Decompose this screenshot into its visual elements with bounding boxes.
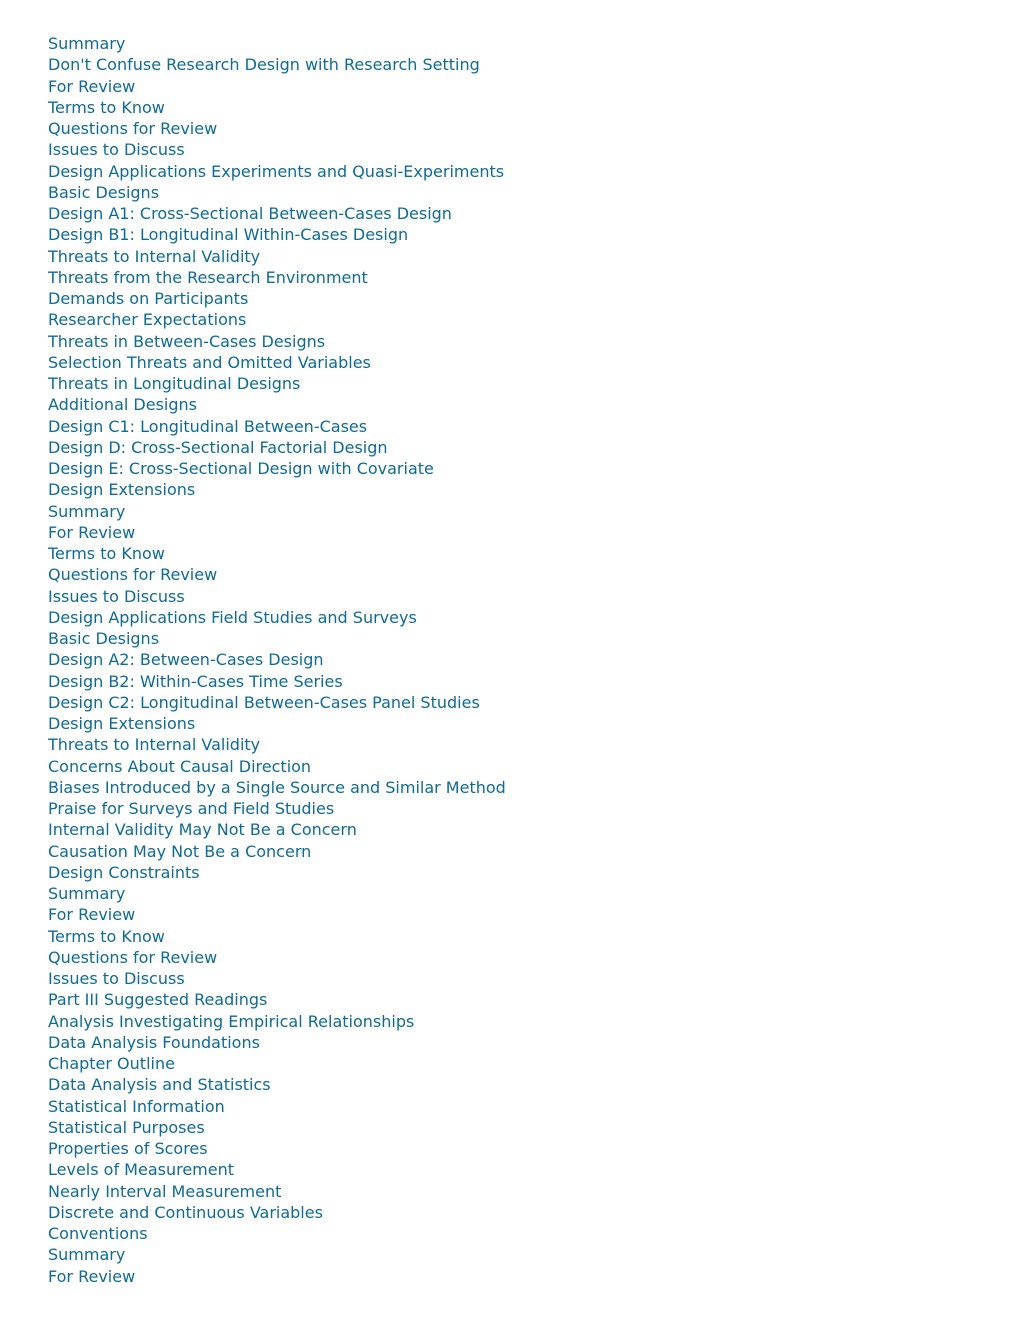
- toc-list-item: [48, 756, 506, 777]
- toc-link[interactable]: Threats in Between-Cases Designs: [48, 331, 326, 351]
- toc-list-item: [48, 224, 506, 245]
- toc-list-item: [48, 989, 506, 1010]
- toc-link[interactable]: Design D: Cross-Sectional Factorial Design: [48, 437, 388, 457]
- toc-link[interactable]: Design A2: Between-Cases Design: [48, 650, 324, 670]
- toc-list-item: [48, 734, 506, 755]
- toc-link[interactable]: Questions for Review: [48, 947, 218, 967]
- toc-list-item: [48, 161, 506, 182]
- toc-link[interactable]: Design B1: Longitudinal Within-Cases Design: [48, 225, 409, 245]
- toc-link[interactable]: Basic Designs: [48, 629, 160, 648]
- toc-link[interactable]: Properties of Scores: [48, 1139, 208, 1158]
- toc-link[interactable]: Terms to Know: [48, 97, 165, 117]
- toc-list-item: [48, 968, 506, 989]
- toc-link[interactable]: Selection Threats and Omitted Variables: [48, 352, 371, 372]
- toc-link[interactable]: Design Applications Experiments and Quasi-Experiments: [48, 161, 505, 181]
- toc-link[interactable]: Researcher Expectations: [48, 310, 247, 330]
- toc-list-item: [48, 1202, 506, 1223]
- toc-list-item: [48, 267, 506, 288]
- toc-link[interactable]: Threats in Longitudinal Designs: [48, 374, 301, 393]
- toc-link[interactable]: Nearly Interval Measurement: [48, 1181, 282, 1201]
- toc-link[interactable]: Questions for Review: [48, 565, 218, 585]
- toc-link[interactable]: Demands on Participants: [48, 289, 249, 308]
- toc-list-item: [48, 182, 506, 203]
- table-of-contents: [48, 33, 506, 1287]
- toc-link[interactable]: Issues to Discuss: [48, 586, 185, 606]
- toc-list-item: [48, 1117, 506, 1138]
- toc-link[interactable]: Design Extensions: [48, 714, 196, 733]
- toc-link[interactable]: Levels of Measurement: [48, 1160, 235, 1180]
- toc-link[interactable]: Conventions: [48, 1224, 148, 1243]
- toc-list-item: [48, 331, 506, 352]
- toc-list-item: [48, 1159, 506, 1180]
- toc-list-item: [48, 1266, 506, 1287]
- toc-list-item: [48, 777, 506, 798]
- toc-link[interactable]: Data Analysis Foundations: [48, 1032, 260, 1052]
- toc-list-item: [48, 76, 506, 97]
- toc-link[interactable]: For Review: [48, 76, 136, 96]
- toc-link[interactable]: Design B2: Within-Cases Time Series: [48, 671, 343, 691]
- toc-list-item: [48, 416, 506, 437]
- toc-list-item: [48, 97, 506, 118]
- toc-link[interactable]: Design Constraints: [48, 862, 200, 882]
- toc-list-item: [48, 883, 506, 904]
- toc-list-item: [48, 904, 506, 925]
- toc-link[interactable]: Design C2: Longitudinal Between-Cases Panel Studies: [48, 692, 480, 712]
- toc-list-item: [48, 118, 506, 139]
- toc-link[interactable]: For Review: [48, 1266, 136, 1286]
- toc-list-item: [48, 947, 506, 968]
- toc-link[interactable]: Questions for Review: [48, 119, 218, 138]
- toc-link[interactable]: Summary: [48, 34, 126, 53]
- toc-list-item: [48, 841, 506, 862]
- toc-list-item: [48, 649, 506, 670]
- toc-list-item: [48, 1053, 506, 1074]
- toc-list-item: [48, 522, 506, 543]
- toc-list-item: [48, 33, 506, 54]
- toc-link[interactable]: Design Extensions: [48, 480, 196, 500]
- toc-list-item: [48, 926, 506, 947]
- toc-link[interactable]: Summary: [48, 1245, 126, 1265]
- toc-list-item: [48, 203, 506, 224]
- toc-list-item: [48, 501, 506, 522]
- toc-link[interactable]: Concerns About Causal Direction: [48, 756, 312, 776]
- toc-link[interactable]: Additional Designs: [48, 395, 197, 415]
- toc-link[interactable]: Chapter Outline: [48, 1054, 175, 1073]
- toc-link[interactable]: Data Analysis and Statistics: [48, 1075, 271, 1095]
- toc-list-item: [48, 1074, 506, 1095]
- toc-link[interactable]: Statistical Information: [48, 1096, 225, 1116]
- toc-list-item: [48, 479, 506, 500]
- toc-link[interactable]: Analysis Investigating Empirical Relationships: [48, 1011, 415, 1031]
- toc-list-item: [48, 288, 506, 309]
- toc-list-item: [48, 713, 506, 734]
- toc-link[interactable]: Issues to Discuss: [48, 140, 185, 160]
- toc-link[interactable]: Summary: [48, 501, 126, 521]
- toc-list-item: [48, 139, 506, 160]
- toc-link[interactable]: For Review: [48, 522, 136, 542]
- toc-link[interactable]: Praise for Surveys and Field Studies: [48, 799, 335, 818]
- toc-link[interactable]: Biases Introduced by a Single Source and Similar Method: [48, 777, 506, 797]
- toc-list-item: [48, 309, 506, 330]
- toc-link[interactable]: Design E: Cross-Sectional Design with Covariate: [48, 459, 434, 478]
- toc-list-item: [48, 1032, 506, 1053]
- toc-list-item: [48, 586, 506, 607]
- toc-link[interactable]: Terms to Know: [48, 544, 165, 563]
- toc-link[interactable]: Basic Designs: [48, 182, 160, 202]
- toc-list-item: [48, 628, 506, 649]
- toc-link[interactable]: Threats to Internal Validity: [48, 246, 261, 266]
- toc-link[interactable]: Summary: [48, 884, 126, 903]
- toc-link[interactable]: Discrete and Continuous Variables: [48, 1202, 323, 1222]
- toc-list-item: [48, 437, 506, 458]
- toc-list-item: [48, 671, 506, 692]
- toc-link[interactable]: Part III Suggested Readings: [48, 990, 268, 1010]
- toc-list-item: [48, 1181, 506, 1202]
- toc-list-item: [48, 1244, 506, 1265]
- toc-link[interactable]: Terms to Know: [48, 926, 165, 946]
- toc-list-item: [48, 352, 506, 373]
- toc-list-item: [48, 373, 506, 394]
- toc-list-item: [48, 692, 506, 713]
- toc-link[interactable]: Design Applications Field Studies and Surveys: [48, 607, 417, 627]
- toc-list-item: [48, 394, 506, 415]
- toc-list-item: [48, 1138, 506, 1159]
- toc-link[interactable]: Internal Validity May Not Be a Concern: [48, 820, 357, 840]
- toc-link[interactable]: Design A1: Cross-Sectional Between-Cases Design: [48, 204, 452, 223]
- toc-list-item: [48, 246, 506, 267]
- toc-link[interactable]: Statistical Purposes: [48, 1117, 205, 1137]
- toc-link[interactable]: Design C1: Longitudinal Between-Cases: [48, 416, 368, 436]
- toc-link[interactable]: For Review: [48, 905, 136, 925]
- toc-link[interactable]: Threats to Internal Validity: [48, 735, 261, 755]
- toc-list-item: [48, 819, 506, 840]
- toc-list-item: [48, 564, 506, 585]
- toc-list-item: [48, 607, 506, 628]
- toc-link[interactable]: Causation May Not Be a Concern: [48, 841, 312, 861]
- toc-list-item: [48, 458, 506, 479]
- toc-list-item: [48, 543, 506, 564]
- toc-link[interactable]: Issues to Discuss: [48, 969, 185, 988]
- toc-list-item: [48, 798, 506, 819]
- toc-link[interactable]: Threats from the Research Environment: [48, 267, 368, 287]
- toc-list-item: [48, 862, 506, 883]
- toc-list-item: [48, 54, 506, 75]
- toc-link[interactable]: Don't Confuse Research Design with Research Setting: [48, 55, 480, 75]
- toc-list-item: [48, 1096, 506, 1117]
- toc-list-item: [48, 1223, 506, 1244]
- toc-list-item: [48, 1011, 506, 1032]
